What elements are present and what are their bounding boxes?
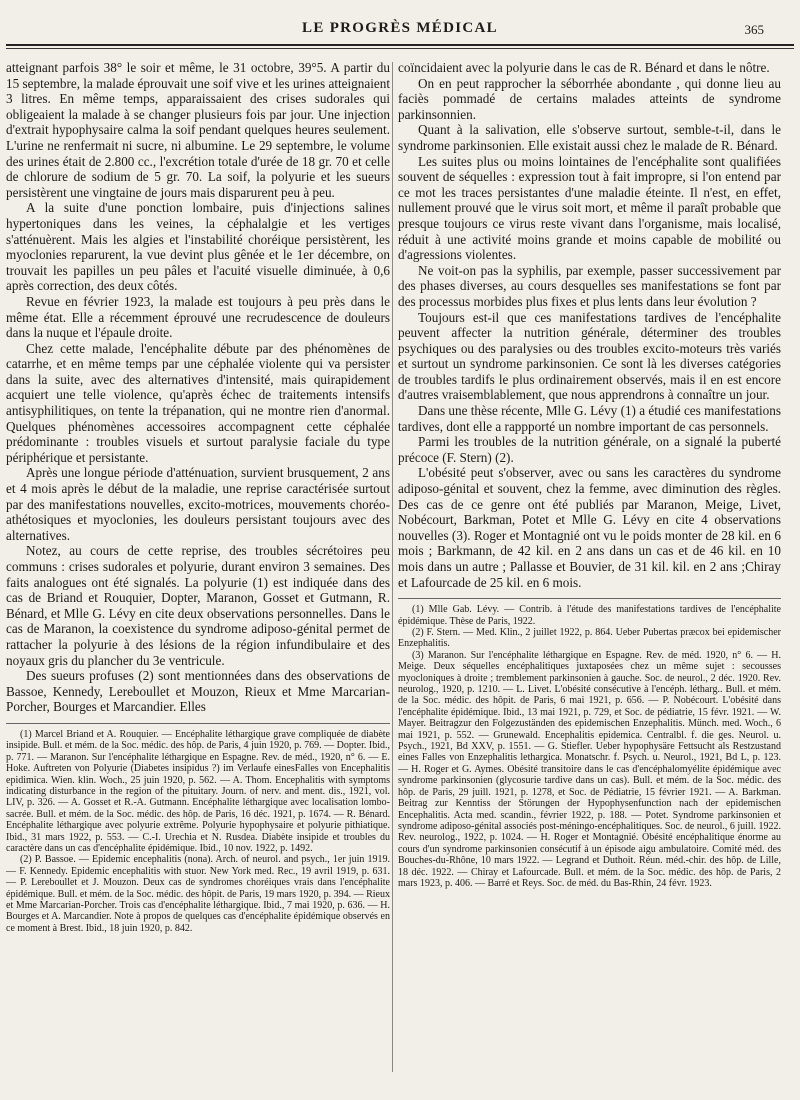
footnote: (2) P. Bassoe. — Epidemic encephalitis (nona). Arch. of neurol. and psych., 1er juin 1919. — F. Kennedy. Epidemic encephalitis with stuor. New York med. Rec., 19 avril 1919, p. 631. — P. Lereboullet et J. Mouzon. Deux cas de syndromes choréiques vrais dans l'encéphalite épidémique. Bull. et mém. de la Soc. médic. des hôpit. de Paris, 19 mars 1920, p. 394. — Rieux et Mme Marcarian-Porcher. Trois cas d'encéphalite léthargique. Ibid., 7 mai 1920, p. 636. — H. Bourges et A. Marcandier. Note à propos de quelques cas d'encéphalite épidémique observés en ce moment à Brest. Ibid., 18 juin 1920, p. 842.: [6, 854, 390, 934]
paragraph: Dans une thèse récente, Mlle G. Lévy (1) a étudié ces manifestations tardives, dont elle a rappporté un nombre important de cas personnels.: [398, 403, 781, 434]
footnote: (1) Mlle Gab. Lévy. — Contrib. à l'étude des manifestations tardives de l'encéphalite épidémique. Thèse de Paris, 1922.: [398, 604, 781, 627]
running-title: LE PROGRÈS MÉDICAL: [302, 20, 498, 36]
right-column: [398, 60, 781, 889]
footnote: (1) Marcel Briand et A. Rouquier. — Encéphalite léthargique grave compliquée de diabète insipide. Bull. et mém. de la Soc. médic. des hôp. de Paris, 4 juin 1920, p. 769. — Dopter. Ibid., p. 771. — Maranon. Sur l'encéphalite léthargique en Espagne. Rev. de méd., 1920, n° 6. — E. Hoke. Auftreten von Polyurie (Diabetes insipidus ?) im Verlaufe einesFalles von Encephalitis epidimica. Wien. klin. Woch., 25 juin 1920, p. 562. — A. Thom. Encephalitis with symptoms indicating disturbance in the region of the pituitary. Journ. of nerv. and ment. dis., 1921, vol. LIV, p. 326. — A. Gosset et R.-A. Gutmann. Encéphalite léthargique avec localisation lombo-sacrée. Bull. et mém. de la Soc. médic. des hôp. de Paris, 16 déc. 1921, p. 1674. — R. Bénard. Encéphalite léthargique avec polyurie extrême. Polyurie hypophysaire et polyurie pithiatique. Ibid., 31 mars 1922, p. 553. — C.-I. Urechia et N. Rusdea. Diabète insipide et troubles du caractère dans un cas d'encéphalite épidémique. Ibid., 10 nov. 1922, p. 1492.: [6, 728, 390, 854]
paragraph: coïncidaient avec la polyurie dans le cas de R. Bénard et dans le nôtre.: [398, 60, 770, 75]
left-body-text: [6, 60, 390, 715]
right-footnotes: [398, 604, 781, 889]
header-rule-thin: [6, 48, 794, 49]
paragraph: L'obésité peut s'observer, avec ou sans les caractères du syndrome adiposo-génital et souvent, chez la femme, avec diminution des règles. Des cas de ce genre ont été publiés par Maranon, Meige, Livet, Nobécourt, Barkman, Potet et Mlle G. Lévy en cite 4 observations nouvelles (3). Roger et Montagnié ont vu le poids monter de 28 kil. en 6 mois ; Barkmann, de 42 kil. en 2 ans dans un cas et de 46 kil. en 10 mois dans un autre ; Pallasse et Bouvier, de 31 kil. kil. en 2 ans ;Chiray et Lafourcade de 25 kil. en 6 mois.: [398, 465, 781, 590]
paragraph: Notez, au cours de cette reprise, des troubles sécrétoires peu communs : crises sudorales et polyurie, durant environ 3 semaines. Des faits analogues ont été signalés. La polyurie (1) est indiquée dans des cas de Briand et Rouquier, Dopter, Maranon, Gosset et Gutmann, R. Bénard, et Mlle G. Lévy en cite deux observations personnelles. Dans le cas de Maranon, la coexistence du syndrome adiposo-génital permet de rattacher la polyurie à des lésions de la région infundibulaire et des noyaux gris du plancher du 3e ventricule.: [6, 543, 390, 668]
left-footnotes: [6, 729, 390, 934]
paragraph: Les suites plus ou moins lointaines de l'encéphalite sont qualifiées souvent de séquelles : expression tout à fait impropre, si l'on entend par ce mot les traces persistantes d'une maladie éteinte. Il n'est, en effet, nullement prouvé que le virus soit mort, et même il paraît probable que presque toujours ce virus reste vivant dans l'organisme, mais localisé, réduit à une activité moins grande et moins capable de mobilité ou d'agressions violentes.: [398, 153, 781, 263]
footnote-separator: [6, 723, 390, 724]
paragraph: Revue en février 1923, la malade est toujours à peu près dans le même état. Elle a récemment éprouvé une recrudescence de douleurs dans la nuque et l'épaule droite.: [6, 293, 390, 341]
footnote: (3) Maranon. Sur l'encéphalite léthargique en Espagne. Rev. de méd. 1920, n° 6. — H. Meige. Deux séquelles encéphalitiques juxtaposées chez un même sujet : secousses myocloniques à droite ; tremblement parkinsonien à gauche. Soc. de neurol., 2 déc. 1920. Rev. neurolog., 1920, p. 1210. — L. Livet. L'obésité consécutive à l'encéph. létharg.. Bull. et mém. de la Soc. médic. des hôpit. de Paris, 6 mai 1921, p. 656. — P. Nobécourt. L'obésité dans l'encéphalite épidémique. Ibid., 13 mai 1921, p. 729, et Soc. de pédiatrie, 15 févr. 1921. — W. Mayer. Beitragzur den Folgezuständen des epidemischen Enzephalitis. Münch. med. Woch., 6 mai 1921, p. 552. — Grunewald. Encephalitis epidemica. Centralbl. f. die ges. Neurol. u. Psych., 1921, Bd XXV, p. 1551. — G. Stiefler. Ueber hypophysäre Fettsucht als Restzustand eines Falles von Enzephalitis lethargica. Monatschr. f. Psych. u. Neurol., 1921, Bd L, p. 123. — H. Roger et G. Aymes. Obésité transitoire dans le cas d'encéphalomyélite épidémique avec syndrome parkinsonien (glycosurie tardive dans un cas). Bull. et mém. de la Soc. médic. des hôp. de Paris, 29 juill. 1921, p. 1278, et Soc. de Pédiatrie, 15 février 1921. — A. Barkman. Beitrag zur Kenntiss der Störungen der Hypophysenfunction nach der epidemischen Encephalitis. Acta med. scandin., février 1922, p. 188. — Potet. Syndrome parkinsonien et syndrome adiposo-génital associés post-méningo-encéphalitiques. Soc. de neurol., 6 juill. 1922. Rev. neurolog., 1922, p. 1024. — H. Roger et Montagnié. Obésité encéphalitique énorme au cours d'un syndrome parkinsonien consécutif à un épisode aigu ambulatoire. Comité méd. des Bouches-du-Rhône, 10 mars 1922. — Legrand et Duthoit. Réun. méd.-chir. des hôp. de Lille, 18 déc. 1922. — Chiray et Lafourcade. Bull. et mém. de la Soc. médic. des hôp. de Paris, 2 mars 1923, p. 406. — Barré et Reys. Soc. de méd. du Bas-Rhin, 24 févr. 1923.: [398, 649, 781, 889]
paragraph: Ne voit-on pas la syphilis, par exemple, passer successivement par des phases diverses, au cours desquelles ses manifestations se font par des processus morbides plus fixes et plus lents dans leur évolution ?: [398, 262, 781, 309]
page-number: 365: [744, 22, 764, 37]
paragraph: atteignant parfois 38° le soir et même, le 31 octobre, 39°5. A partir du 15 septembre, la malade éprouvait une soif vive et les urines atteignaient 3 litres. En même temps, apparaissaient des crises sudorales qui obligeaient la malade à se changer plusieurs fois par jour. Une injection d'extrait hypophysaire calma la soif pendant quelques heures seulement. L'urine ne renfermait ni sucre, ni albumine. Le 29 septembre, le volume des urines était de 2.800 cc., l'excrétion totale d'urée de 18 gr. 70 et celle de chlorure de sodium de 5 gr. 70. La soif, la polyurie et les sueurs persistèrent une vingtaine de jours mais disparurent peu à peu.: [6, 60, 390, 200]
paragraph: Toujours est-il que ces manifestations tardives de l'encéphalite peuvent affecter la nutrition générale, déterminer des troubles psychiques ou des paralysies ou des troubles excito-moteurs très variés et surtout un syndrome parkinsonien. Ce sont là les diverses catégories de troubles tardifs le plus ordinairement observés, mais il en est encore d'autres vraisemblablement, que nous apprendrons à connaître un jour.: [398, 309, 781, 403]
header-rule-thick: [6, 44, 794, 46]
paragraph: Chez cette malade, l'encéphalite débute par des phénomènes de catarrhe, et en même temps par une céphalée violente qui va persister dans la suite, avec des alternatives d'intensité, mais quirapidement acquiert une telle violence, qu'après échec de traitements intensifs antisyphilitiques, on tente la trépanation, qui ne montre rien d'anormal. Quelques phénomènes accessoires accompagnent cette céphalée prédominante : troubles visuels et surtout paralysie faciale du type périphérique et persistante.: [6, 340, 390, 465]
footnote: (2) F. Stern. — Med. Klin., 2 juillet 1922, p. 864. Ueber Pubertas præcox bei epidemischer Enzephalitis.: [398, 627, 781, 650]
right-body-text: [398, 60, 781, 590]
paragraph: Quant à la salivation, elle s'observe surtout, semble-t-il, dans le syndrome parkinsonien. Elle existait aussi chez le malade de R. Bénard.: [398, 122, 781, 153]
paragraph: Après une longue période d'atténuation, survient brusquement, 2 ans et 4 mois après le début de la maladie, une reprise caractérisée surtout par des manifestations nouvelles, excito-motrices, mouvements choréo-athétosiques et myoclonies, les douleurs persistant toujours avec des alternatives.: [6, 465, 390, 543]
left-column: [6, 60, 390, 934]
paragraph: On en peut rapprocher la séborrhée abondante , qui donne lieu au faciès pommadé de certains malades atteints de syndrome parkinsonnien.: [398, 75, 781, 122]
footnote-separator: [398, 598, 781, 599]
paragraph: Parmi les troubles de la nutrition générale, on a signalé la puberté précoce (F. Stern) (2).: [398, 434, 781, 465]
page-header: [0, 0, 800, 50]
paragraph: A la suite d'une ponction lombaire, puis d'injections salines hypertoniques dans les veines, la céphalalgie et les vertiges s'atténuèrent. Mais les algies et l'instabilité choréique persistèrent, les myoclonies reparurent, la vue devint plus gênée et le 1er décembre, on trouvait les papilles un peu pâles et l'acuité visuelle diminuée, à 0,6 après correction, des deux côtés.: [6, 200, 390, 294]
paragraph: Des sueurs profuses (2) sont mentionnées dans des observations de Bassoe, Kennedy, Lereboullet et Mouzon, Rieux et Mme Marcarian-Porcher, Bourges et Marcandier. Elles: [6, 668, 390, 715]
column-divider: [392, 62, 393, 1072]
